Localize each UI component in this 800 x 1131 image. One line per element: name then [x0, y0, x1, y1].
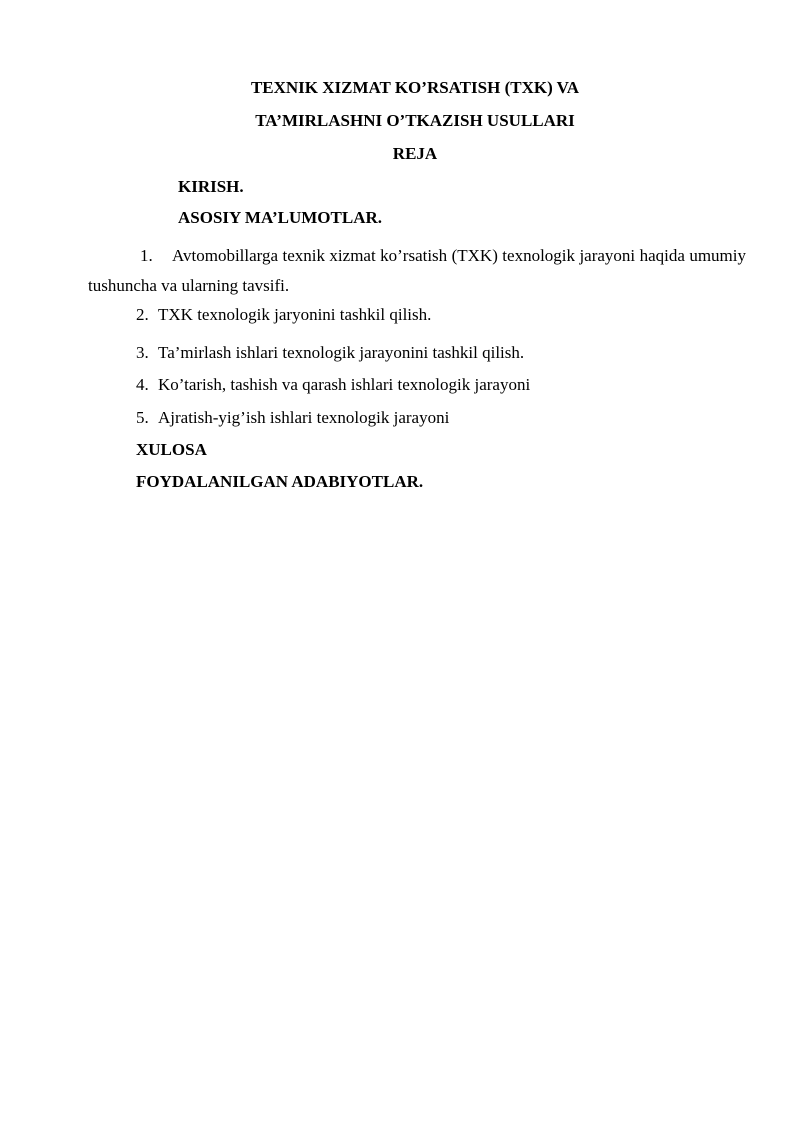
- plan-item-4-text: Ko’tarish, tashish va qarash ishlari texnologik jarayoni: [158, 375, 531, 394]
- document-title-line-1: TEXNIK XIZMAT KO’RSATISH (TXK) VA: [250, 78, 580, 97]
- plan-item-2: [136, 305, 431, 325]
- plan-item-5-text: Ajratish-yig’ish ishlari texnologik jarayoni: [158, 408, 450, 427]
- plan-heading: REJA: [392, 144, 438, 163]
- plan-item-3: [136, 343, 524, 363]
- plan-item-1-number: 1.: [140, 246, 153, 265]
- plan-item-5-number: 5.: [136, 408, 149, 427]
- document-title-line-2: TA’MIRLASHNI O’TKAZISH USULLARI: [255, 111, 575, 130]
- plan-item-1: [88, 241, 746, 301]
- plan-item-2-text: TXK texnologik jaryonini tashkil qilish.: [158, 305, 432, 324]
- plan-item-5: [136, 408, 449, 428]
- plan-item-1-text: Avtomobillarga texnik xizmat ko’rsatish (TXK) texnologik jarayoni haqida umumiy tushuncha va ularning tavsifi.: [88, 246, 746, 295]
- plan-item-4: [136, 375, 530, 395]
- intro-heading: KIRISH.: [178, 177, 244, 196]
- main-info-heading: ASOSIY MA’LUMOTLAR.: [178, 208, 383, 227]
- plan-item-4-number: 4.: [136, 375, 149, 394]
- plan-item-3-text: Ta’mirlash ishlari texnologik jarayonini tashkil qilish.: [158, 343, 525, 362]
- conclusion-heading: XULOSA: [136, 440, 207, 459]
- plan-item-3-number: 3.: [136, 343, 149, 362]
- references-heading: FOYDALANILGAN ADABIYOTLAR.: [136, 472, 424, 491]
- plan-item-2-number: 2.: [136, 305, 149, 324]
